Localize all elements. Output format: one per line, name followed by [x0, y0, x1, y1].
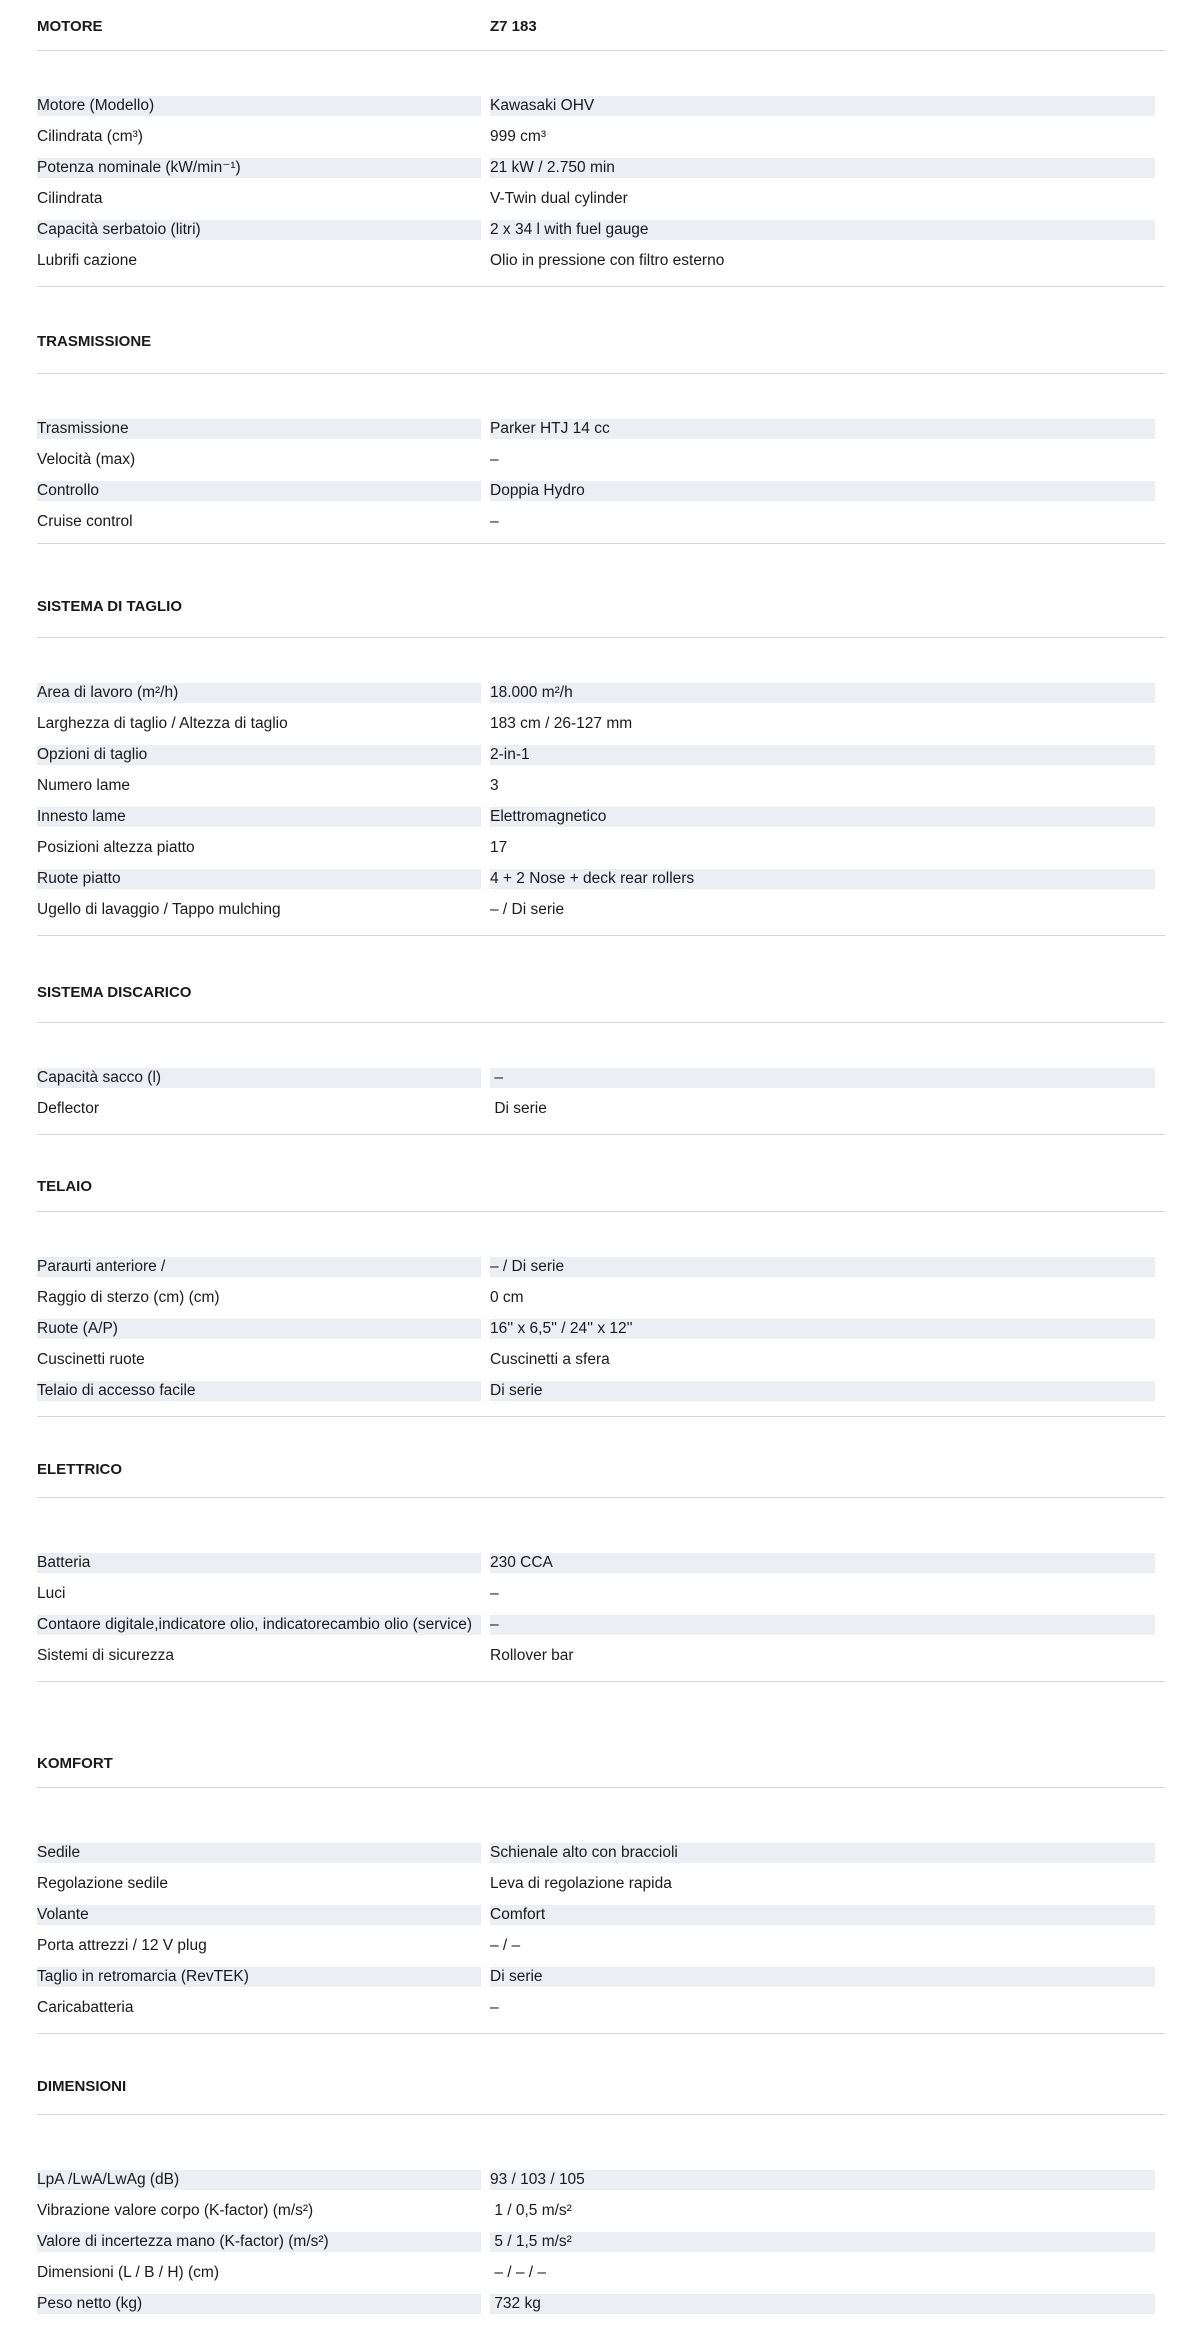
spec-value-text: 0 cm	[490, 1289, 524, 1306]
spec-value	[490, 1350, 1155, 1370]
spec-value-text: 999 cm³	[490, 128, 546, 145]
spec-value-text: 4 + 2 Nose + deck rear rollers	[490, 869, 1155, 889]
spec-label-text: Vibrazione valore corpo (K-factor) (m/s²)	[37, 2202, 314, 2219]
spec-row	[37, 1553, 1165, 1584]
spec-label	[37, 1615, 481, 1635]
spec-label	[37, 1843, 481, 1863]
spec-row	[37, 1381, 1165, 1412]
spec-row	[37, 1874, 1165, 1905]
spec-value-text: Schienale alto con braccioli	[490, 1843, 1155, 1863]
spec-row	[37, 1905, 1165, 1936]
section-header-komfort	[37, 1682, 1165, 1788]
spec-value-text: 732 kg	[490, 2294, 1155, 2314]
section-header-dimensioni	[37, 2034, 1165, 2115]
section-title-elettrico: ELETTRICO	[37, 1461, 122, 1478]
spec-value	[490, 1257, 1155, 1277]
spec-row	[37, 2232, 1165, 2263]
spec-row	[37, 807, 1165, 838]
spec-row	[37, 900, 1165, 931]
spec-label-text: Sistemi di sicurezza	[37, 1647, 174, 1664]
spec-value	[490, 1936, 1155, 1956]
spec-label	[37, 1068, 481, 1088]
spec-label	[37, 1967, 481, 1987]
section-header-scarico	[37, 936, 1165, 1023]
spec-header	[37, 0, 1165, 51]
spec-row	[37, 1843, 1165, 1874]
spec-label	[37, 512, 481, 532]
spec-row	[37, 1068, 1165, 1099]
spec-value-text: – / – / –	[490, 2264, 547, 2281]
spec-row	[37, 158, 1165, 189]
spec-row	[37, 1099, 1165, 1130]
spec-value	[490, 838, 1155, 858]
spec-value	[490, 1288, 1155, 1308]
spec-label-text: Lubrifi cazione	[37, 252, 137, 269]
spec-row	[37, 1257, 1165, 1288]
spec-label-text: Area di lavoro (m²/h)	[37, 683, 481, 703]
spec-value	[490, 1874, 1155, 1894]
spec-row	[37, 512, 1165, 543]
spec-row	[37, 1288, 1165, 1319]
spec-label-text: Trasmissione	[37, 419, 481, 439]
spec-row	[37, 189, 1165, 220]
spec-value-text: –	[490, 1615, 1155, 1635]
spec-label	[37, 1998, 481, 2018]
spec-value-text: –	[490, 1999, 499, 2016]
spec-value-text: 230 CCA	[490, 1553, 1155, 1573]
spec-label	[37, 127, 481, 147]
spec-value	[490, 683, 1155, 703]
section-title-trasmissione: TRASMISSIONE	[37, 333, 152, 350]
spec-value	[490, 1381, 1155, 1401]
section-title-telaio: TELAIO	[37, 1178, 92, 1195]
spec-row	[37, 127, 1165, 158]
spec-value-text: Rollover bar	[490, 1647, 574, 1664]
spec-label-text: Sedile	[37, 1843, 481, 1863]
spec-value	[490, 450, 1155, 470]
spec-value-text: 2 x 34 l with fuel gauge	[490, 220, 1155, 240]
spec-row	[37, 2201, 1165, 2232]
spec-value	[490, 1584, 1155, 1604]
spec-value	[490, 1646, 1155, 1666]
spec-value-text: 21 kW / 2.750 min	[490, 158, 1155, 178]
spec-value-text: –	[490, 1585, 499, 1602]
spec-value	[490, 2170, 1155, 2190]
spec-row	[37, 1967, 1165, 1998]
spec-label-text: Numero lame	[37, 777, 131, 794]
spec-row	[37, 1319, 1165, 1350]
spec-row	[37, 745, 1165, 776]
spec-value	[490, 220, 1155, 240]
spec-value	[490, 1615, 1155, 1635]
spec-value-text: Elettromagnetico	[490, 807, 1155, 827]
spec-label-text: LpA /LwA/LwAg (dB)	[37, 2170, 481, 2190]
spec-label-text: Batteria	[37, 1553, 481, 1573]
spec-label	[37, 1874, 481, 1894]
spec-row	[37, 1615, 1165, 1646]
spec-label-text: Regolazione sedile	[37, 1875, 168, 1892]
spec-row	[37, 683, 1165, 714]
spec-sheet	[37, 0, 1165, 2325]
spec-value	[490, 481, 1155, 501]
spec-value-text: Doppia Hydro	[490, 481, 1155, 501]
spec-row	[37, 714, 1165, 745]
section-header-trasmissione	[37, 287, 1165, 374]
spec-label-text: Ugello di lavaggio / Tappo mulching	[37, 901, 281, 918]
spec-value	[490, 2201, 1155, 2221]
spec-label	[37, 1584, 481, 1604]
spec-value	[490, 1099, 1155, 1119]
spec-value-text: 5 / 1,5 m/s²	[490, 2232, 1155, 2252]
spec-value-text: –	[490, 513, 499, 530]
spec-row	[37, 2263, 1165, 2294]
spec-label-text: Velocità (max)	[37, 451, 136, 468]
spec-value	[490, 1905, 1155, 1925]
spec-label	[37, 807, 481, 827]
spec-value-text: V-Twin dual cylinder	[490, 190, 628, 207]
spec-value-text: 2-in-1	[490, 745, 1155, 765]
spec-label	[37, 2232, 481, 2252]
spec-row	[37, 2294, 1165, 2325]
spec-value-text: Leva di regolazione rapida	[490, 1875, 672, 1892]
spec-label-text: Luci	[37, 1585, 66, 1602]
spec-value	[490, 512, 1155, 532]
spec-label-text: Opzioni di taglio	[37, 745, 481, 765]
spec-label-text: Valore di incertezza mano (K-factor) (m/s²)	[37, 2232, 481, 2252]
spec-value	[490, 1553, 1155, 1573]
spec-rows-telaio	[37, 1212, 1165, 1417]
spec-value-text: 3	[490, 777, 499, 794]
section-title-motore: MOTORE	[37, 18, 103, 35]
section-header-taglio	[37, 544, 1165, 638]
section-title-dimensioni: DIMENSIONI	[37, 2078, 127, 2095]
spec-value-text: 18.000 m²/h	[490, 683, 1155, 703]
spec-label	[37, 1350, 481, 1370]
spec-value	[490, 1319, 1155, 1339]
spec-label	[37, 220, 481, 240]
spec-value-text: –	[490, 451, 499, 468]
spec-row	[37, 1936, 1165, 1967]
spec-label-text: Controllo	[37, 481, 481, 501]
spec-rows-dimensioni	[37, 2115, 1165, 2325]
spec-label	[37, 1319, 481, 1339]
spec-row	[37, 1646, 1165, 1677]
spec-label-text: Raggio di sterzo (cm) (cm)	[37, 1289, 220, 1306]
spec-label-text: Larghezza di taglio / Altezza di taglio	[37, 715, 288, 732]
spec-value-text: 1 / 0,5 m/s²	[490, 2202, 572, 2219]
spec-value-text: 93 / 103 / 105	[490, 2170, 1155, 2190]
spec-label	[37, 96, 481, 116]
spec-label-text: Posizioni altezza piatto	[37, 839, 195, 856]
spec-value	[490, 127, 1155, 147]
spec-value-text: –	[490, 1068, 1155, 1088]
spec-label	[37, 1646, 481, 1666]
section-header-telaio	[37, 1135, 1165, 1212]
spec-rows-scarico	[37, 1023, 1165, 1135]
spec-label-text: Porta attrezzi / 12 V plug	[37, 1937, 207, 1954]
spec-label-text: Deflector	[37, 1100, 100, 1117]
spec-value-text: – / –	[490, 1937, 521, 1954]
spec-row	[37, 1998, 1165, 2029]
spec-label-text: Contaore digitale,indicatore olio, indicatorecambio olio (service)	[37, 1615, 481, 1635]
spec-label-text: Capacità sacco (l)	[37, 1068, 481, 1088]
spec-row	[37, 1584, 1165, 1615]
spec-value	[490, 189, 1155, 209]
spec-value	[490, 251, 1155, 271]
spec-label-text: Potenza nominale (kW/min⁻¹)	[37, 158, 481, 178]
spec-label	[37, 2170, 481, 2190]
spec-label-text: Cilindrata	[37, 190, 103, 207]
spec-label-text: Volante	[37, 1905, 481, 1925]
spec-label-text: Ruote piatto	[37, 869, 481, 889]
spec-label	[37, 158, 481, 178]
spec-value	[490, 869, 1155, 889]
spec-label	[37, 2263, 481, 2283]
spec-label	[37, 1905, 481, 1925]
spec-label	[37, 1099, 481, 1119]
spec-rows-komfort	[37, 1788, 1165, 2034]
spec-label-text: Cilindrata (cm³)	[37, 128, 143, 145]
spec-label-text: Ruote (A/P)	[37, 1319, 481, 1339]
spec-label	[37, 189, 481, 209]
spec-label	[37, 869, 481, 889]
spec-rows-elettrico	[37, 1498, 1165, 1682]
spec-label	[37, 2201, 481, 2221]
spec-row	[37, 776, 1165, 807]
spec-value	[490, 900, 1155, 920]
spec-value	[490, 776, 1155, 796]
spec-label-text: Telaio di accesso facile	[37, 1381, 481, 1401]
spec-row	[37, 1350, 1165, 1381]
spec-label	[37, 1936, 481, 1956]
spec-label-text: Paraurti anteriore /	[37, 1257, 481, 1277]
section-title-komfort: KOMFORT	[37, 1755, 113, 1772]
spec-value-text: Kawasaki OHV	[490, 96, 1155, 116]
spec-label	[37, 251, 481, 271]
spec-value	[490, 714, 1155, 734]
spec-label-text: Cruise control	[37, 513, 133, 530]
section-header-elettrico	[37, 1417, 1165, 1498]
spec-value-text: 16'' x 6,5'' / 24'' x 12''	[490, 1319, 1155, 1339]
spec-row	[37, 869, 1165, 900]
section-title-scarico: SISTEMA DISCARICO	[37, 984, 192, 1001]
spec-row	[37, 838, 1165, 869]
spec-value-text: – / Di serie	[490, 901, 565, 918]
spec-value	[490, 807, 1155, 827]
spec-label	[37, 450, 481, 470]
spec-row	[37, 96, 1165, 127]
spec-label	[37, 481, 481, 501]
spec-value	[490, 96, 1155, 116]
spec-label-text: Innesto lame	[37, 807, 481, 827]
spec-value	[490, 419, 1155, 439]
spec-label	[37, 900, 481, 920]
spec-label	[37, 714, 481, 734]
spec-value-text: Di serie	[490, 1967, 1155, 1987]
spec-value	[490, 2263, 1155, 2283]
spec-label	[37, 838, 481, 858]
spec-label	[37, 1553, 481, 1573]
spec-label	[37, 2294, 481, 2314]
spec-row	[37, 220, 1165, 251]
spec-value	[490, 1068, 1155, 1088]
spec-value	[490, 745, 1155, 765]
spec-label-text: Cuscinetti ruote	[37, 1351, 145, 1368]
section-title-taglio: SISTEMA DI TAGLIO	[37, 598, 182, 615]
spec-label	[37, 419, 481, 439]
spec-value-text: Olio in pressione con filtro esterno	[490, 252, 725, 269]
spec-label-text: Peso netto (kg)	[37, 2294, 481, 2314]
spec-value-text: 183 cm / 26-127 mm	[490, 715, 633, 732]
spec-row	[37, 2170, 1165, 2201]
spec-row	[37, 251, 1165, 282]
spec-value	[490, 2294, 1155, 2314]
spec-value-text: Parker HTJ 14 cc	[490, 419, 1155, 439]
spec-label-text: Taglio in retromarcia (RevTEK)	[37, 1967, 481, 1987]
spec-value-text: Comfort	[490, 1905, 1155, 1925]
spec-value	[490, 1843, 1155, 1863]
spec-row	[37, 419, 1165, 450]
spec-label-text: Dimensioni (L / B / H) (cm)	[37, 2264, 220, 2281]
spec-value-text: Di serie	[490, 1381, 1155, 1401]
spec-value	[490, 158, 1155, 178]
spec-row	[37, 450, 1165, 481]
spec-label	[37, 1257, 481, 1277]
spec-value-text: 17	[490, 839, 508, 856]
spec-row	[37, 481, 1165, 512]
spec-rows-trasmissione	[37, 374, 1165, 544]
spec-value-text: Di serie	[490, 1100, 547, 1117]
spec-label	[37, 1288, 481, 1308]
spec-value-text: Cuscinetti a sfera	[490, 1351, 610, 1368]
spec-label	[37, 745, 481, 765]
spec-label	[37, 683, 481, 703]
spec-label	[37, 776, 481, 796]
spec-rows-motore	[37, 51, 1165, 287]
spec-label	[37, 1381, 481, 1401]
spec-label-text: Capacità serbatoio (litri)	[37, 220, 481, 240]
spec-label-text: Motore (Modello)	[37, 96, 481, 116]
spec-value	[490, 1967, 1155, 1987]
spec-label-text: Caricabatteria	[37, 1999, 134, 2016]
spec-rows-taglio	[37, 638, 1165, 936]
spec-value	[490, 1998, 1155, 2018]
spec-value-text: – / Di serie	[490, 1257, 1155, 1277]
spec-value	[490, 2232, 1155, 2252]
model-name: Z7 183	[490, 18, 537, 35]
